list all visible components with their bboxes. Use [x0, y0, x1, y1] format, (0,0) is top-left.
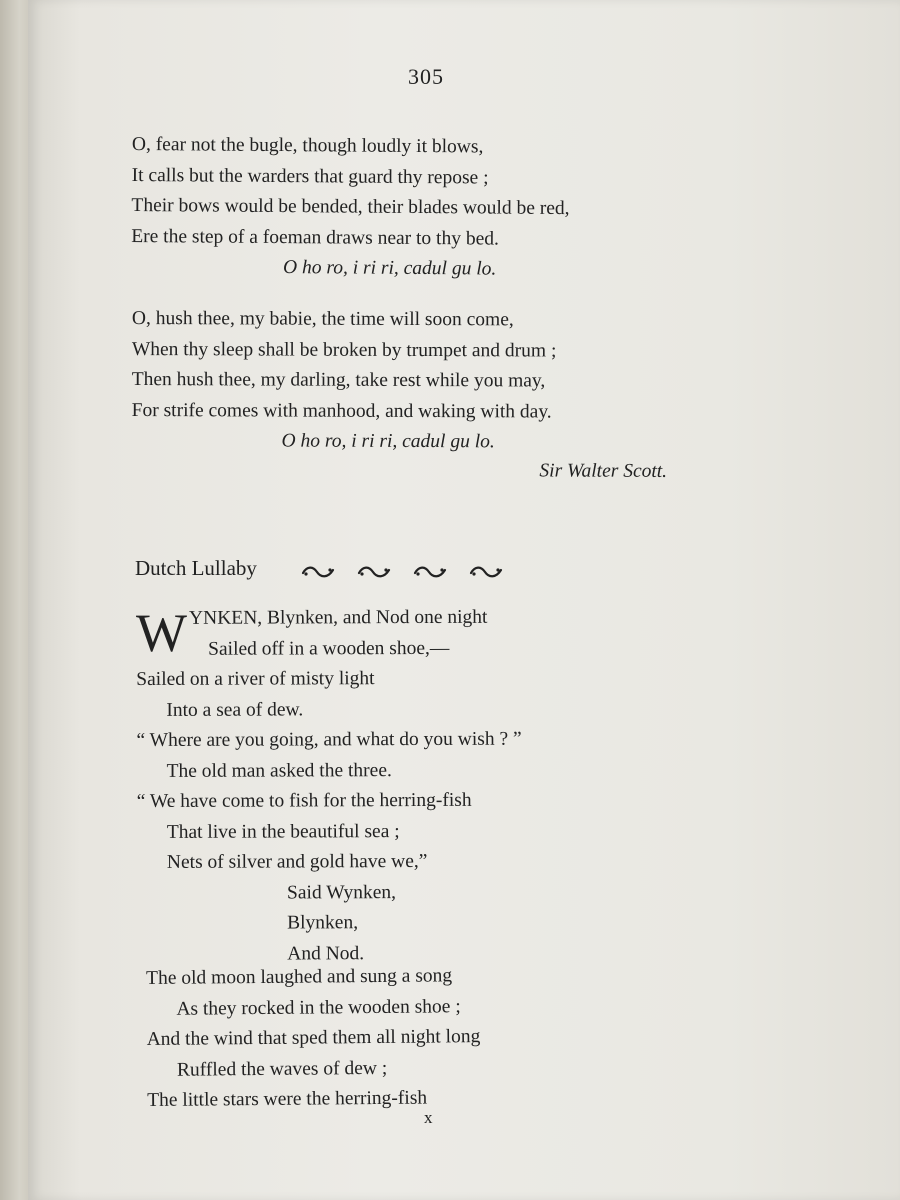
author-attribution: Sir Walter Scott. — [539, 459, 668, 482]
verse-line: Ere the step of a foeman draws near to thy bed. — [131, 225, 499, 250]
verse-line: And the wind that sped them all night long — [146, 1026, 481, 1050]
poem-title: Dutch Lullaby — [135, 556, 257, 580]
refrain-line: O ho ro, i ri ri, cadul gu lo. — [282, 257, 497, 280]
stanza-wynken-2 — [146, 961, 481, 1116]
verse-line: Said Wynken, — [286, 881, 397, 903]
verse-line: Ruffled the waves of dew ; — [176, 1057, 388, 1081]
verse-line: When thy sleep shall be broken by trumpet and drum ; — [131, 338, 557, 361]
verse-line: Sailed on a river of misty light — [136, 668, 375, 690]
poem-title-row — [135, 556, 503, 581]
drop-cap: W — [135, 602, 188, 663]
refrain-line: O ho ro, i ri ri, cadul gu lo. — [281, 430, 495, 453]
swash-ornament-icon — [357, 564, 391, 580]
verse-line: “ We have come to fish for the herring-fish — [136, 789, 472, 812]
page-number: 305 — [408, 64, 444, 89]
signature-mark: x — [424, 1108, 433, 1127]
verse-line: That live in the beautiful sea ; — [166, 820, 400, 843]
verse-line: It calls but the warders that guard thy repose ; — [131, 164, 489, 188]
verse-line: O, hush thee, my babie, the time will soon come, — [131, 307, 514, 331]
verse-line: And Nod. — [287, 942, 365, 964]
verse-line: The old man asked the three. — [166, 759, 392, 782]
book-page — [28, 0, 900, 1200]
stanza-scott-1 — [131, 130, 570, 286]
verse-line: YNKEN, Blynken, and Nod one night — [188, 606, 488, 629]
verse-line: Then hush thee, my darling, take rest while you may, — [131, 368, 546, 392]
verse-line: Their bows would be bended, their blades would be red, — [131, 194, 570, 220]
verse-line: The old moon laughed and sung a song — [146, 965, 453, 989]
stanza-scott-2 — [131, 304, 667, 487]
book-gutter — [0, 0, 28, 1200]
verse-line: For strife comes with manhood, and waking with day. — [131, 399, 552, 422]
verse-line: Blynken, — [287, 912, 359, 934]
stanza-wynken-1 — [136, 603, 522, 970]
verse-line: O, fear not the bugle, though loudly it blows, — [131, 133, 484, 158]
verse-line: Into a sea of dew. — [166, 698, 304, 721]
swash-ornament-icon — [413, 564, 447, 580]
swash-ornament-icon — [469, 564, 503, 580]
verse-line: Sailed off in a wooden shoe,— — [208, 637, 450, 660]
verse-line: Nets of silver and gold have we,” — [166, 850, 428, 873]
title-ornaments — [301, 564, 503, 580]
swash-ornament-icon — [301, 564, 335, 580]
verse-line: “ Where are you going, and what do you wish ? ” — [136, 728, 522, 751]
verse-line: As they rocked in the wooden shoe ; — [176, 995, 461, 1020]
verse-line: The little stars were the herring-fish — [147, 1087, 428, 1111]
